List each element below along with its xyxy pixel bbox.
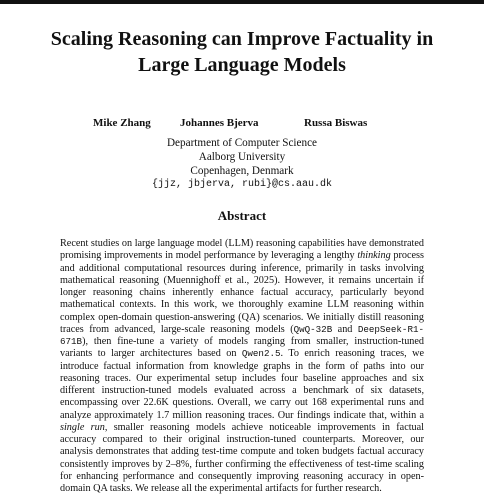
email-address: {jjz, jbjerva, rubi}@cs.aau.dk	[151, 179, 333, 190]
model-name: QwQ-32B	[293, 323, 333, 335]
abstract-span: ), then fine-tune a variety of models ranging from smaller, instruction-tuned variants to larger architectures based on	[60, 336, 424, 360]
model-name: DeepSeek-R1-671B	[60, 323, 424, 347]
abstract-span: . To enrich reasoning traces, we introduce factual information from knowledge graphs in the form of paths into our reasoning traces. Our experimental setup includes four baseline approaches and six different instruction-tuned models evaluated across a benchmark of six datasets, encompassing over 22.6K questions. Overall, we carry out 168 experimental runs and analyze approximately 1.7 million reasoning traces. Our findings indicate that, within a	[60, 348, 424, 421]
location: Copenhagen, Denmark	[190, 165, 294, 177]
top-rule	[0, 0, 484, 4]
abstract-heading: Abstract	[217, 208, 267, 223]
model-name: Qwen2.5	[241, 348, 281, 360]
title-line-2: Large Language Models	[138, 54, 346, 76]
abstract-emphasis: thinking	[357, 250, 391, 262]
abstract-span: process and additional computational resources during inference, primarily in tasks involving mathematical reasoning (Muennighoff et al., 2025). However, it remains uncertain if longer reasoning chains inherently enhance factual accuracy, particularly beyond mathematical contexts. In this work, we thoroughly examine LLM reasoning within complex open-domain question-answering (QA) scenarios. We initially distill reasoning traces from advanced, large-scale reasoning models (	[60, 250, 424, 335]
abstract-text	[60, 238, 424, 495]
author-name: Johannes Bjerva	[180, 117, 259, 129]
author-name: Russa Biswas	[304, 117, 368, 129]
author-name: Mike Zhang	[93, 117, 151, 129]
abstract-span: Recent studies on large language model (LLM) reasoning capabilities have demonstrated promising improvements in model performance by leveraging a lengthy	[60, 238, 424, 262]
paper-title	[20, 26, 464, 78]
abstract-span: , smaller reasoning models achieve noticeable improvements in factual accuracy compared to their original instruction-tuned counterparts. Moreover, our analysis demonstrates that adding test-time compute and token budgets factual accuracy consistently improves by 2–8%, further confirming the effectiveness of test-time scaling for enhancing performance and consequently improving reasoning accuracy in open-domain QA tasks. We release all the experimental artifacts for further research.	[60, 421, 424, 494]
abstract-span: and	[332, 323, 358, 335]
abstract-emphasis: single run	[60, 421, 105, 433]
affiliation-block	[0, 136, 484, 192]
department: Department of Computer Science	[166, 137, 318, 149]
university: Aalborg University	[198, 151, 286, 163]
title-line-1: Scaling Reasoning can Improve Factuality in	[50, 28, 434, 50]
